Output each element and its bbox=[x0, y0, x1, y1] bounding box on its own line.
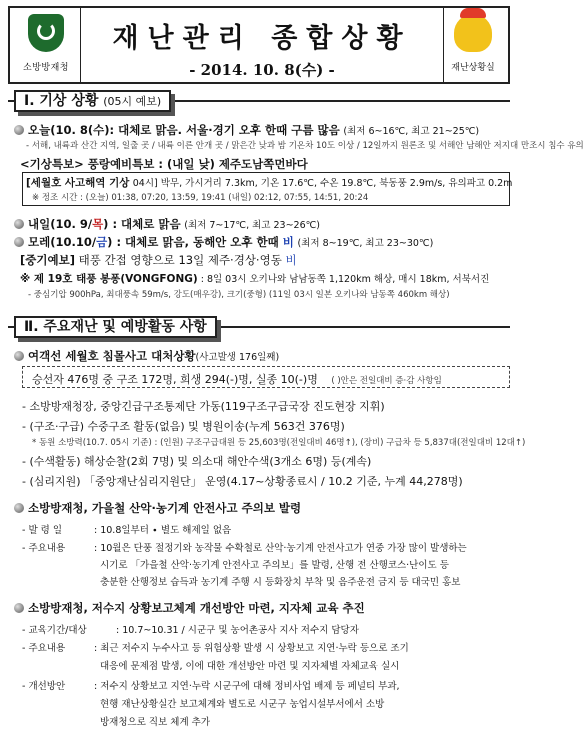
bullet-icon bbox=[14, 125, 24, 135]
right-logo bbox=[442, 12, 504, 78]
today-forecast bbox=[14, 122, 479, 138]
today-label: 오늘(10. 8(수) bbox=[28, 123, 110, 137]
fire-agency-shield-logo-icon bbox=[28, 14, 64, 52]
sewol-title: 여객선 세월호 침몰사고 대처상황 bbox=[28, 349, 196, 363]
tomorrow-day: 목 bbox=[92, 217, 104, 231]
dayafter-rain: 비 bbox=[282, 235, 294, 249]
sewol-item-1: - 소방방재청장, 중앙긴급구조통제단 가동(119구조구급국장 진도현장 지휘) bbox=[22, 400, 385, 413]
fall-row-4-text: 충분한 산행정보 습득과 농기계 주행 시 등화장치 부착 및 음주운전 금지 등 대국민 홍보 bbox=[100, 577, 461, 588]
today-temp: (최저 6~16℃, 최고 21~25℃) bbox=[343, 126, 480, 137]
dayafter-day: 금 bbox=[96, 235, 108, 249]
tomorrow-temp: (최저 7~17℃, 최고 23~26℃) bbox=[184, 220, 321, 231]
section-1-note: (05시 예보) bbox=[103, 95, 162, 108]
special-label: <기상특보> bbox=[20, 157, 84, 171]
typhoon-en: (VONGFONG) bbox=[120, 273, 198, 285]
reservoir-title: 소방방재청, 저수지 상황보고체계 개선방안 마련, 지자체 교육 추진 bbox=[28, 601, 365, 615]
dayafter-close: ) bbox=[107, 235, 113, 249]
summary-line bbox=[32, 371, 442, 387]
reservoir-row-3-text: 대응에 문제점 발생, 이에 대한 개선방안 마련 및 지자체별 자체교육 실시 bbox=[100, 661, 400, 672]
report-title: 재난관리 종합상황 bbox=[112, 23, 412, 54]
fall-row-2-label: - 주요내용 bbox=[22, 543, 66, 554]
dayafter-forecast bbox=[14, 234, 433, 250]
reservoir-row-5-text: 현행 재난상황실간 보고체계와 별도로 시군구 농업시설부서에서 소방 bbox=[100, 699, 385, 710]
fall-row-3-text: 시기로 「가을철 산악·농기계 안전사고 주의보」를 발령, 산행 전 산행코스·난이도 등 bbox=[100, 560, 449, 571]
section-1-title: Ⅰ. 기상 상황 bbox=[24, 93, 99, 109]
bullet-icon bbox=[14, 503, 24, 513]
tomorrow-forecast bbox=[14, 216, 320, 232]
sewol-label: [세월호 사고해역 기상 bbox=[26, 177, 130, 189]
page bbox=[8, 6, 584, 737]
fall-title: 소방방재청, 가을철 산악·농기계 안전사고 주의보 발령 bbox=[28, 501, 302, 515]
typhoon-text: : 8일 03시 오키나와 남남동쪽 1,120km 해상, 매시 18km, 서북서진 bbox=[197, 274, 490, 285]
today-text: : 대체로 맑음. 서울·경기 오후 한때 구름 많음 bbox=[109, 123, 340, 137]
reservoir-row-2-text: : 최근 저수지 누수사고 등 위험상황 발생 시 상황보고 지연·누락 등으로 조기 bbox=[94, 643, 409, 654]
bullet-icon bbox=[14, 603, 24, 613]
mid-label: [중기예보] bbox=[20, 253, 75, 267]
tomorrow-text: : 대체로 맑음 bbox=[108, 217, 181, 231]
sewol-item-2: - (구조·구급) 수중구조 활동(없음) 및 병원이송(누계 563건 376명) bbox=[22, 420, 345, 433]
mid-rain: 비 bbox=[285, 253, 297, 267]
sewol-tide: ※ 정조 시간 : (오늘) 01:38, 07:20, 13:59, 19:41 (내일) 02:12, 07:55, 14:51, 20:24 bbox=[32, 193, 369, 203]
sewol-text: 박무, 가시거리 7.3km, 기온 17.6℃, 수온 19.8℃, 북동풍 2.9m/s, 유의파고 0.2m bbox=[157, 178, 513, 189]
report-date: - 2014. 10. 8(수) - bbox=[189, 61, 335, 79]
sewol-item-4: - (심리지원) 「중앙재난심리지원단」 운영(4.17~상황종료시 / 10.2 기준, 누계 44,278명) bbox=[22, 475, 463, 488]
mid-text: 태풍 간접 영향으로 13일 제주·경상·영동 bbox=[74, 253, 286, 267]
fall-row-1-label: - 발 령 일 bbox=[22, 525, 63, 536]
reservoir-row-2-label: - 주요내용 bbox=[22, 643, 66, 654]
dayafter-text: : 대체로 맑음, 동해안 오후 한때 bbox=[112, 235, 283, 249]
bullet-icon bbox=[14, 351, 24, 361]
reservoir-heading bbox=[14, 600, 365, 616]
fall-row-1-text: : 10.8일부터 ∙ 별도 해제일 없음 bbox=[94, 525, 232, 536]
fall-heading bbox=[14, 500, 301, 516]
sewol-heading bbox=[14, 348, 279, 364]
left-logo bbox=[14, 12, 78, 78]
sewol-time: 04시] bbox=[132, 178, 158, 189]
left-org-name: 소방방재청 bbox=[23, 63, 69, 73]
typhoon-label: ※ 제 19호 태풍 봉퐁 bbox=[20, 273, 121, 285]
tomorrow-close: ) bbox=[103, 217, 109, 231]
bullet-icon bbox=[14, 237, 24, 247]
summary-note: ( )안은 전일대비 증·감 사항임 bbox=[331, 376, 442, 386]
sewol-item-3: - (수색활동) 해상순찰(2회 7명) 및 의소대 해안수색(3개소 6명) 등(계속) bbox=[22, 455, 372, 468]
title-box bbox=[80, 8, 444, 82]
section-1-heading bbox=[14, 90, 171, 112]
reservoir-row-4-text: : 저수지 상황보고 지연·누락 시군구에 대해 정비사업 배제 등 페널티 부과, bbox=[94, 681, 400, 692]
special-text: 풍랑예비특보 : (내일 낮) 제주도남쪽먼바다 bbox=[83, 157, 308, 171]
right-org-name: 재난상황실 bbox=[451, 63, 495, 73]
mid-term-forecast bbox=[20, 252, 297, 268]
sewol-days: (사고발생 176일째) bbox=[195, 352, 280, 363]
tomorrow-label: 내일(10. 9/ bbox=[28, 217, 93, 231]
typhoon-line-2: - 중심기압 900hPa, 최대풍속 59m/s, 강도(매우강), 크기(중형) (11일 03시 일본 오키나와 남동쪽 460km 해상) bbox=[28, 290, 450, 300]
dayafter-label: 모레(10.10/ bbox=[28, 235, 97, 249]
mobilization-note: * 동원 소방력(10.7. 05시 기준) : (인원) 구조구급대원 등 25,603명(전일대비 46명↑), (장비) 구급차 등 5,837대(전일대비 12대↑) bbox=[32, 438, 526, 448]
mascot-character-icon bbox=[454, 14, 492, 52]
typhoon-line-1 bbox=[20, 271, 489, 286]
summary-text: 승선자 476명 중 구조 172명, 희생 294(-)명, 실종 10(-)명 bbox=[32, 373, 318, 386]
fall-row-2-text: : 10월은 단풍 절정기와 농작물 수확철로 산악·농기계 안전사고가 연중 가장 많이 발생하는 bbox=[94, 543, 467, 554]
report-header bbox=[8, 6, 510, 84]
reservoir-row-1-text: : 10.7~10.31 / 시군구 및 농어촌공사 지사 저수지 담당자 bbox=[116, 625, 359, 636]
reservoir-row-1-label: - 교육기간/대상 bbox=[22, 625, 87, 636]
special-warning bbox=[20, 156, 308, 172]
bullet-icon bbox=[14, 219, 24, 229]
reservoir-row-4-label: - 개선방안 bbox=[22, 681, 66, 692]
dayafter-temp: (최저 8~19℃, 최고 23~30℃) bbox=[297, 238, 434, 249]
reservoir-row-6-text: 방재청으로 직보 체계 추가 bbox=[100, 717, 211, 728]
section-2-heading: Ⅱ. 주요재난 및 예방활동 사항 bbox=[14, 316, 217, 338]
sewol-weather bbox=[26, 175, 512, 190]
today-sub: - 서해, 내륙과 산간 지역, 일출 곳 / 내륙 이른 안개 곳 / 맑은간 낮과 밤 기온차 10도 이상 / 12일까지 원론조 및 서해안 남해안 저지대 만조시 침수 유의 bbox=[26, 141, 584, 151]
